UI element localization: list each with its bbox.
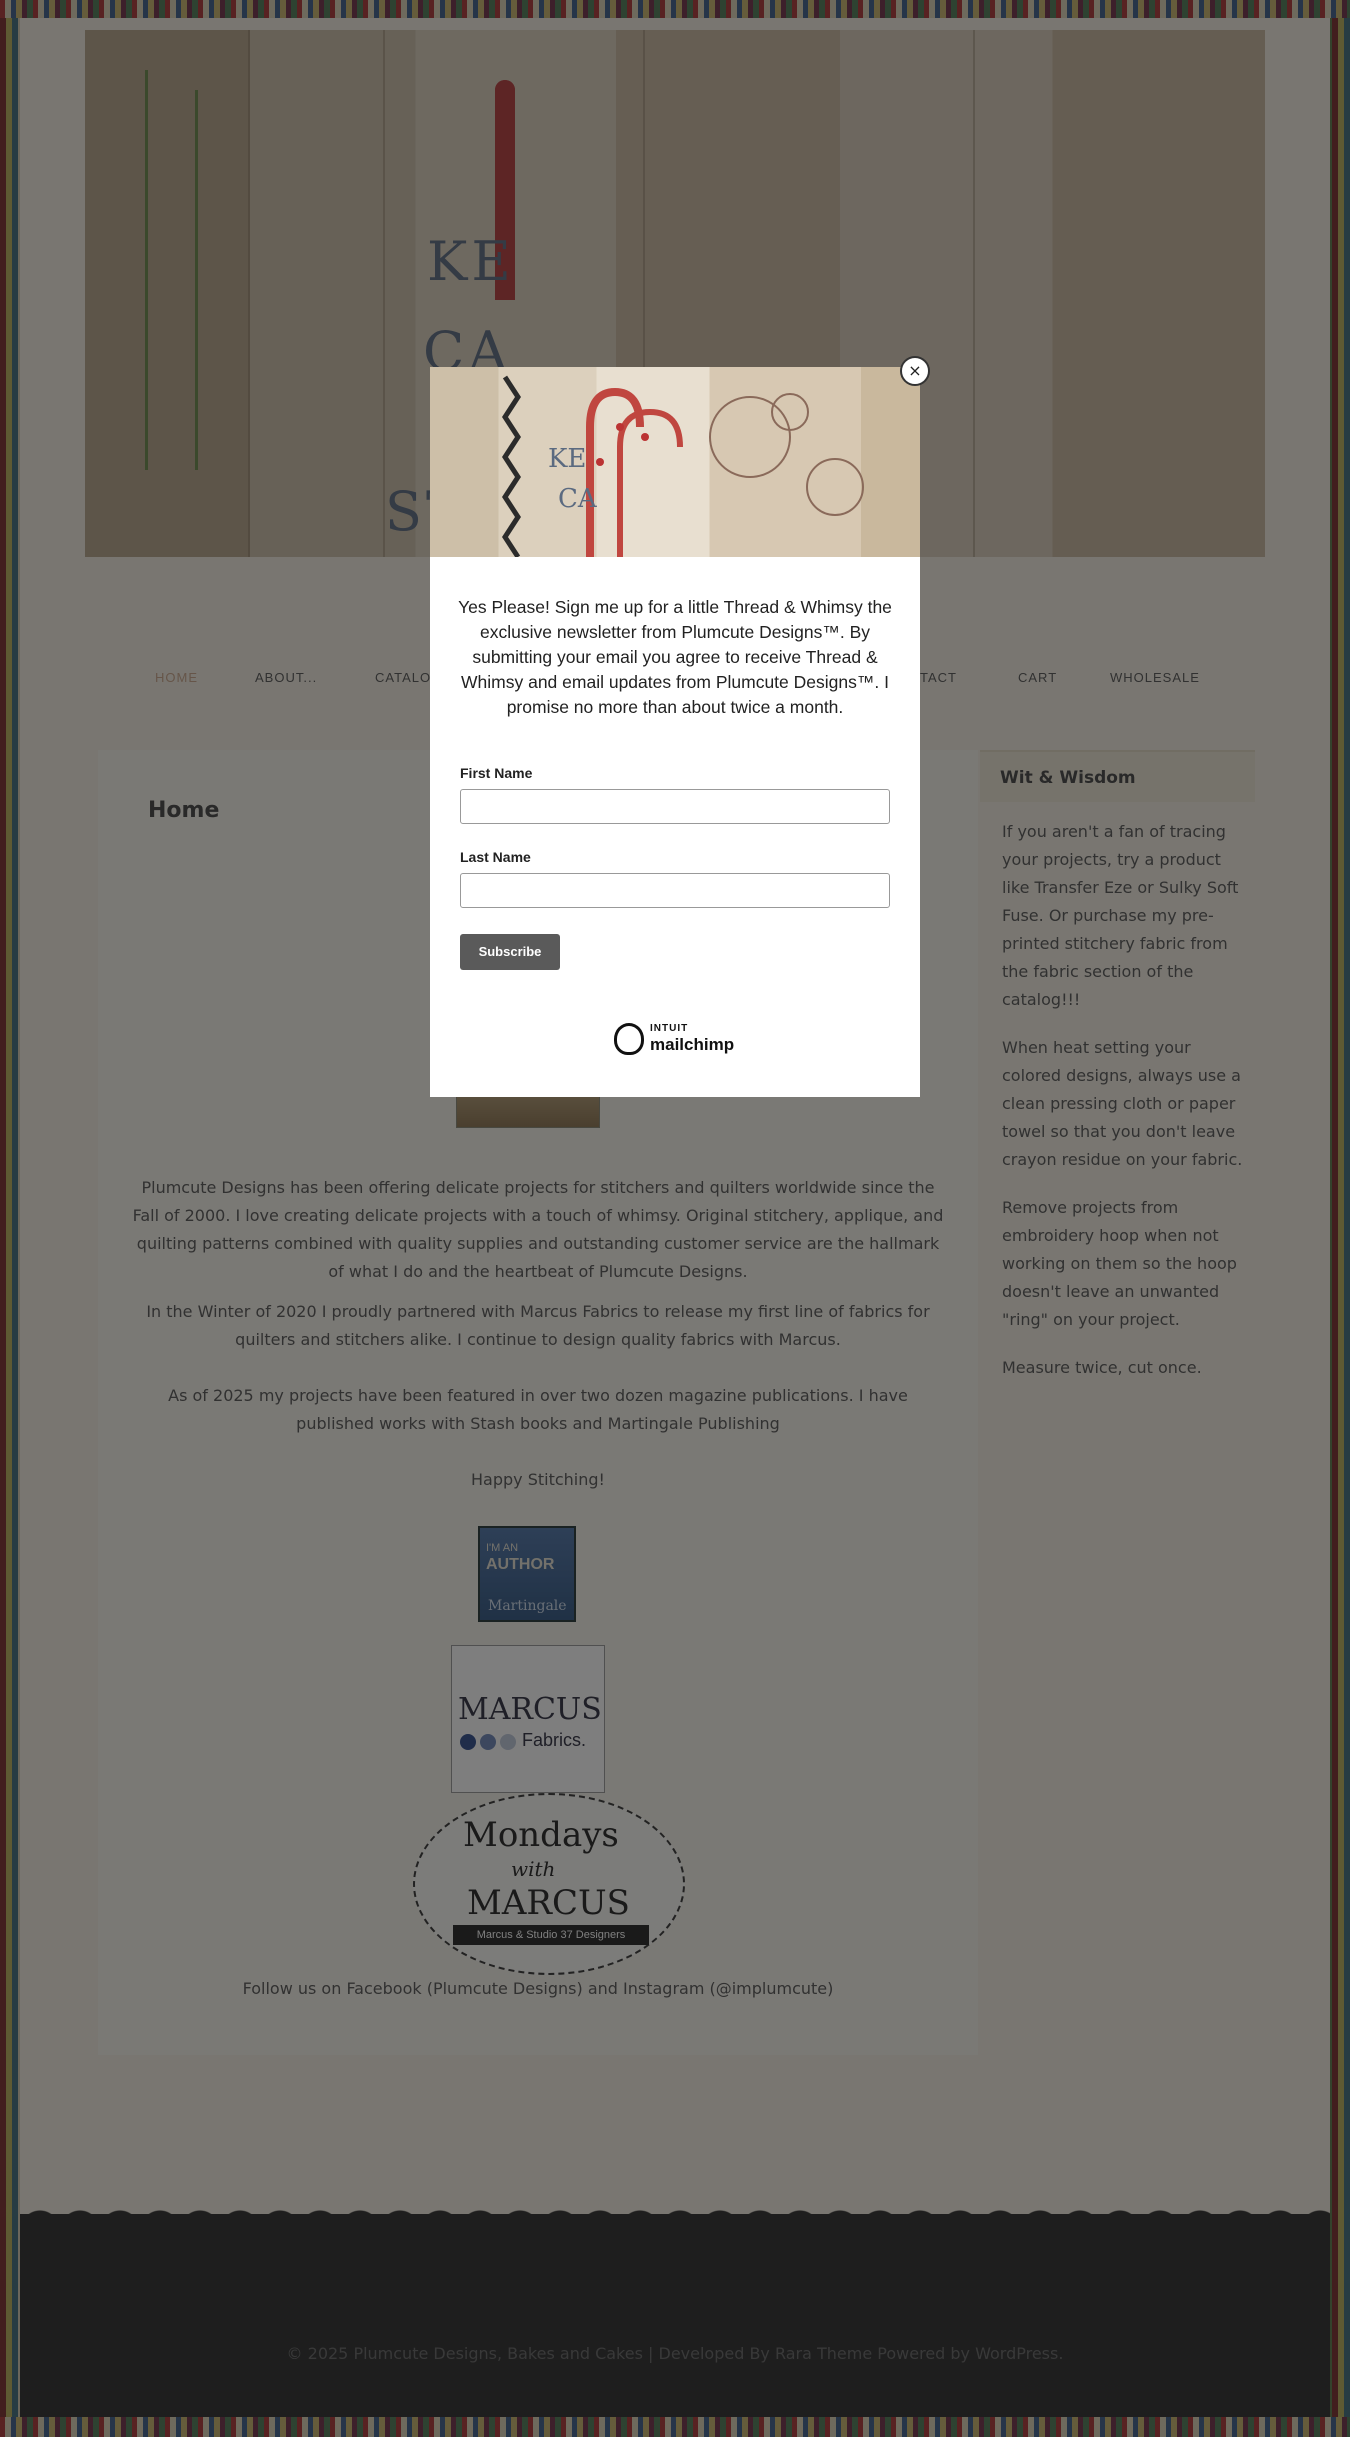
first-name-label: First Name xyxy=(460,765,533,781)
svg-text:KE: KE xyxy=(548,444,587,474)
svg-text:CA: CA xyxy=(558,484,597,514)
popup-embroidery-art xyxy=(430,367,920,557)
close-icon[interactable]: × xyxy=(900,356,930,386)
subscribe-button[interactable]: Subscribe xyxy=(460,934,560,970)
mailchimp-brand: mailchimp xyxy=(650,1035,735,1054)
first-name-input[interactable] xyxy=(460,789,890,824)
last-name-label: Last Name xyxy=(460,849,531,865)
mailchimp-icon xyxy=(614,1023,644,1055)
mailchimp-brand-small: INTUIT xyxy=(650,1023,689,1034)
last-name-input[interactable] xyxy=(460,873,890,908)
popup-header-image xyxy=(430,367,920,557)
newsletter-popup xyxy=(430,367,920,1097)
popup-intro-text: Yes Please! Sign me up for a little Thread & Whimsy the exclusive newsletter from Plumcute Designs™. By submitting your email you agree to receive Thread & Whimsy and email updates from Plumcute Designs™. I promise no more than about twice a month. xyxy=(458,597,892,717)
mailchimp-logo[interactable] xyxy=(614,1021,738,1057)
